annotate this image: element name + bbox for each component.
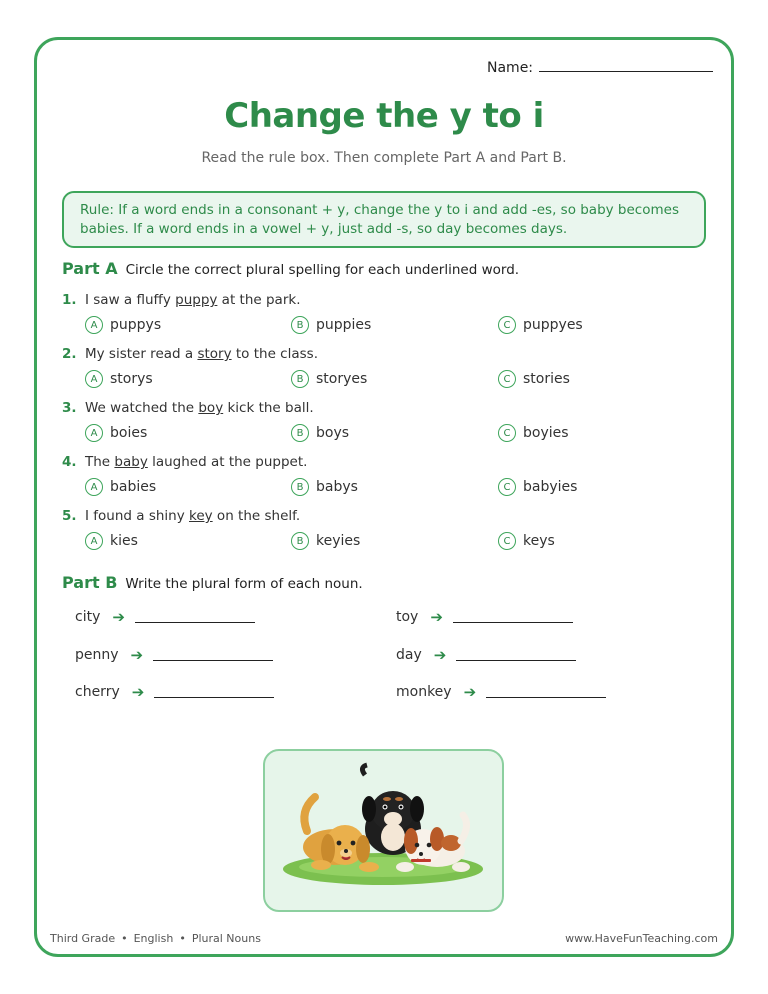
question-number: 4. — [62, 454, 77, 470]
option-text: storyes — [316, 371, 368, 387]
noun-word: cherry — [75, 684, 120, 700]
noun-word: city — [75, 609, 101, 625]
question-1 — [62, 292, 301, 308]
question-4 — [62, 454, 307, 470]
arrow-right-icon: ➔ — [130, 646, 144, 664]
arrow-right-icon: ➔ — [430, 608, 443, 626]
part-a-header — [62, 259, 519, 278]
answer-blank[interactable] — [456, 649, 576, 661]
answer-blank[interactable] — [135, 611, 255, 623]
option-text: puppies — [316, 317, 372, 333]
footer-grade: Third Grade — [50, 932, 116, 945]
question-2 — [62, 346, 318, 362]
plural-item-toy — [396, 608, 573, 626]
option-letter-circle[interactable]: C — [498, 316, 516, 334]
question-text: We watched the — [85, 400, 199, 416]
option-text: stories — [523, 371, 570, 387]
option-text: babys — [316, 479, 358, 495]
underlined-word: key — [189, 508, 213, 524]
footer-topic: Plural Nouns — [191, 932, 261, 945]
part-a-instruction: Circle the correct plural spelling for each underlined word. — [125, 262, 520, 278]
question-text: at the park. — [217, 292, 301, 308]
answer-blank[interactable] — [154, 686, 274, 698]
option-5c[interactable] — [498, 532, 555, 550]
arrow-right-icon: ➔ — [131, 683, 145, 701]
part-b-label: Part B — [62, 573, 118, 592]
arrow-right-icon: ➔ — [463, 683, 477, 701]
option-text: keyies — [316, 533, 361, 549]
question-text: laughed at the puppet. — [147, 454, 308, 470]
option-3b[interactable] — [291, 424, 349, 442]
option-5a[interactable] — [85, 532, 138, 550]
rule-line-1: Rule: If a word ends in a consonant + y, change the y to i and add -es, so baby becomes — [80, 202, 679, 218]
option-letter-circle[interactable]: C — [498, 478, 516, 496]
noun-word: day — [396, 647, 422, 663]
part-b-header — [62, 573, 363, 592]
noun-word: penny — [75, 647, 119, 663]
answer-blank[interactable] — [453, 611, 573, 623]
underlined-word: boy — [198, 400, 224, 416]
page-subtitle: Read the rule box. Then complete Part A and Part B. — [201, 150, 567, 166]
part-b-instruction: Write the plural form of each noun. — [125, 576, 363, 592]
rule-box — [62, 191, 706, 248]
footer-tags — [50, 932, 261, 945]
part-a-label: Part A — [62, 259, 118, 278]
question-number: 2. — [62, 346, 77, 362]
question-text: kick the ball. — [223, 400, 314, 416]
option-3c[interactable] — [498, 424, 569, 442]
option-text: puppys — [110, 317, 162, 333]
question-3 — [62, 400, 314, 416]
option-text: puppyes — [523, 317, 583, 333]
option-letter-circle[interactable]: A — [85, 424, 103, 442]
puppies-picture-frame — [263, 749, 504, 912]
plural-item-day — [396, 646, 576, 664]
option-1b[interactable] — [291, 316, 371, 334]
option-2c[interactable] — [498, 370, 570, 388]
option-letter-circle[interactable]: B — [291, 478, 309, 496]
option-text: boys — [316, 425, 350, 441]
option-4a[interactable] — [85, 478, 156, 496]
name-field[interactable] — [487, 60, 713, 76]
underlined-word: baby — [114, 454, 148, 470]
option-letter-circle[interactable]: C — [498, 370, 516, 388]
page-title: Change the y to i — [224, 96, 544, 136]
option-letter-circle[interactable]: C — [498, 424, 516, 442]
option-1c[interactable] — [498, 316, 583, 334]
option-letter-circle[interactable]: B — [291, 370, 309, 388]
question-text: to the class. — [231, 346, 318, 362]
footer-site-link[interactable]: www.HaveFunTeaching.com — [565, 932, 718, 945]
option-letter-circle[interactable]: A — [85, 316, 103, 334]
underlined-word: story — [197, 346, 232, 362]
question-text: on the shelf. — [212, 508, 301, 524]
question-number: 1. — [62, 292, 77, 308]
question-text: The — [85, 454, 115, 470]
footer-subject: English — [133, 932, 174, 945]
option-text: babyies — [523, 479, 578, 495]
name-blank-line[interactable] — [539, 60, 713, 72]
puppies-illustration-icon — [265, 751, 502, 910]
option-text: boyies — [523, 425, 569, 441]
option-letter-circle[interactable]: A — [85, 370, 103, 388]
question-number: 3. — [62, 400, 77, 416]
underlined-word: puppy — [175, 292, 218, 308]
question-5 — [62, 508, 300, 524]
bullet-icon: • — [121, 932, 128, 945]
option-text: keys — [523, 533, 555, 549]
plural-item-penny — [75, 646, 273, 664]
noun-word: toy — [396, 609, 419, 625]
answer-blank[interactable] — [153, 649, 273, 661]
bullet-icon: • — [179, 932, 186, 945]
option-letter-circle[interactable]: B — [291, 316, 309, 334]
option-letter-circle[interactable]: B — [291, 532, 309, 550]
rule-line-2: babies. If a word ends in a vowel + y, just add -s, so day becomes days. — [80, 221, 568, 237]
option-text: storys — [110, 371, 153, 387]
option-4c[interactable] — [498, 478, 577, 496]
option-letter-circle[interactable]: C — [498, 532, 516, 550]
question-text: I saw a fluffy — [85, 292, 176, 308]
question-number: 5. — [62, 508, 77, 524]
arrow-right-icon: ➔ — [433, 646, 447, 664]
option-2b[interactable] — [291, 370, 367, 388]
name-label: Name: — [487, 60, 534, 76]
option-3a[interactable] — [85, 424, 147, 442]
plural-item-monkey — [396, 683, 606, 701]
question-text: I found a shiny — [85, 508, 189, 524]
answer-blank[interactable] — [486, 686, 606, 698]
option-text: babies — [110, 479, 157, 495]
arrow-right-icon: ➔ — [112, 608, 125, 626]
option-5b[interactable] — [291, 532, 360, 550]
plural-item-cherry — [75, 683, 274, 701]
option-letter-circle[interactable]: B — [291, 424, 309, 442]
option-1a[interactable] — [85, 316, 161, 334]
noun-word: monkey — [396, 684, 452, 700]
option-letter-circle[interactable]: A — [85, 532, 103, 550]
option-4b[interactable] — [291, 478, 358, 496]
question-text: My sister read a — [85, 346, 198, 362]
option-text: boies — [110, 425, 148, 441]
option-letter-circle[interactable]: A — [85, 478, 103, 496]
option-2a[interactable] — [85, 370, 153, 388]
option-text: kies — [110, 533, 138, 549]
plural-item-city — [75, 608, 255, 626]
